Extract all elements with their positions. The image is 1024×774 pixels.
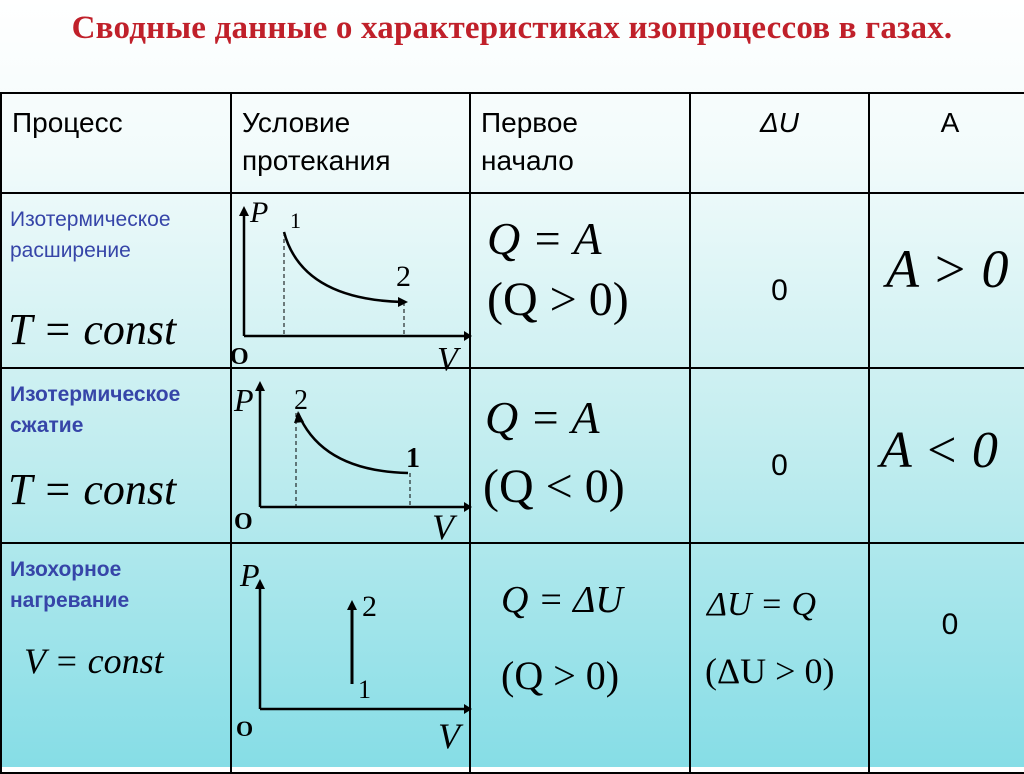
table-row bbox=[1, 193, 1024, 368]
process-name: Изохорное нагревание bbox=[10, 558, 130, 612]
header-process bbox=[1, 93, 231, 193]
pv-graph-isothermal-expansion bbox=[230, 194, 471, 378]
condition-formula: V = const bbox=[24, 641, 164, 681]
condition-formula: T = const bbox=[8, 305, 177, 354]
graph-cell bbox=[231, 368, 470, 547]
first-law-condition: (Q < 0) bbox=[483, 460, 625, 513]
work-formula: A > 0 bbox=[886, 239, 1009, 299]
point-label: 2 bbox=[294, 385, 308, 416]
first-law-condition: (Q > 0) bbox=[501, 653, 620, 698]
first-law-condition: (Q > 0) bbox=[487, 273, 629, 326]
process-cell bbox=[1, 368, 231, 543]
header-condition-line1: Условие bbox=[242, 107, 351, 138]
process-name: Изотермическое сжатие bbox=[10, 383, 181, 437]
process-cell bbox=[1, 543, 231, 773]
header-condition-line2: протекания bbox=[242, 145, 391, 176]
table-row bbox=[1, 368, 1024, 543]
a-cell bbox=[869, 543, 1024, 773]
point-label: 2 bbox=[396, 260, 411, 293]
first-law-cell bbox=[470, 368, 690, 543]
process-name: Изотермическое расширение bbox=[10, 208, 171, 262]
pv-graph-isothermal-compression bbox=[232, 369, 471, 547]
header-first-law-line1: Первое bbox=[481, 107, 578, 138]
point-label: 1 bbox=[290, 208, 301, 233]
du-cell bbox=[690, 193, 869, 368]
du-value: 0 bbox=[771, 449, 788, 482]
du-cell bbox=[690, 543, 869, 773]
origin-label: O bbox=[236, 716, 254, 741]
pv-graph-isochoric-heating bbox=[232, 544, 471, 774]
point-label: 1 bbox=[406, 443, 420, 474]
header-row bbox=[1, 93, 1024, 193]
a-cell bbox=[869, 368, 1024, 543]
graph-cell bbox=[230, 193, 470, 378]
first-law-formula: Q = A bbox=[487, 213, 602, 264]
du-value: 0 bbox=[771, 274, 788, 307]
v-axis-label: V bbox=[437, 341, 458, 378]
p-axis-label: P bbox=[250, 196, 269, 229]
header-first-law bbox=[470, 93, 690, 193]
process-cell bbox=[1, 193, 231, 368]
du-formula: ΔU = Q bbox=[707, 586, 817, 623]
v-axis-label: V bbox=[432, 507, 454, 547]
a-cell bbox=[869, 193, 1024, 368]
first-law-cell bbox=[470, 193, 690, 368]
first-law-formula: Q = A bbox=[485, 392, 600, 443]
du-condition: (ΔU > 0) bbox=[705, 651, 835, 691]
header-du-label: ΔU bbox=[759, 107, 799, 138]
header-first-law-line2: начало bbox=[481, 145, 574, 176]
isoprocess-table bbox=[0, 92, 1024, 774]
header-process-label: Процесс bbox=[12, 107, 123, 138]
first-law-cell bbox=[470, 543, 690, 773]
header-a bbox=[869, 93, 1024, 193]
origin-label: O bbox=[234, 509, 253, 535]
work-value: 0 bbox=[941, 608, 959, 641]
p-axis-label: P bbox=[234, 382, 254, 418]
graph-cell bbox=[231, 543, 470, 773]
du-cell bbox=[690, 368, 869, 543]
point-label: 1 bbox=[358, 675, 371, 704]
p-axis-label: P bbox=[240, 557, 260, 593]
v-axis-label: V bbox=[438, 716, 460, 756]
work-formula: A < 0 bbox=[880, 422, 998, 479]
page-title: Сводные данные о характеристиках изопроцессов в газах. bbox=[71, 10, 953, 46]
header-condition bbox=[231, 93, 470, 193]
point-label: 2 bbox=[362, 590, 377, 623]
origin-label: O bbox=[230, 344, 249, 370]
header-du bbox=[690, 93, 869, 193]
first-law-formula: Q = ΔU bbox=[501, 579, 623, 621]
condition-formula: T = const bbox=[8, 465, 177, 514]
table-row bbox=[1, 543, 1024, 773]
header-a-label: A bbox=[940, 107, 960, 138]
